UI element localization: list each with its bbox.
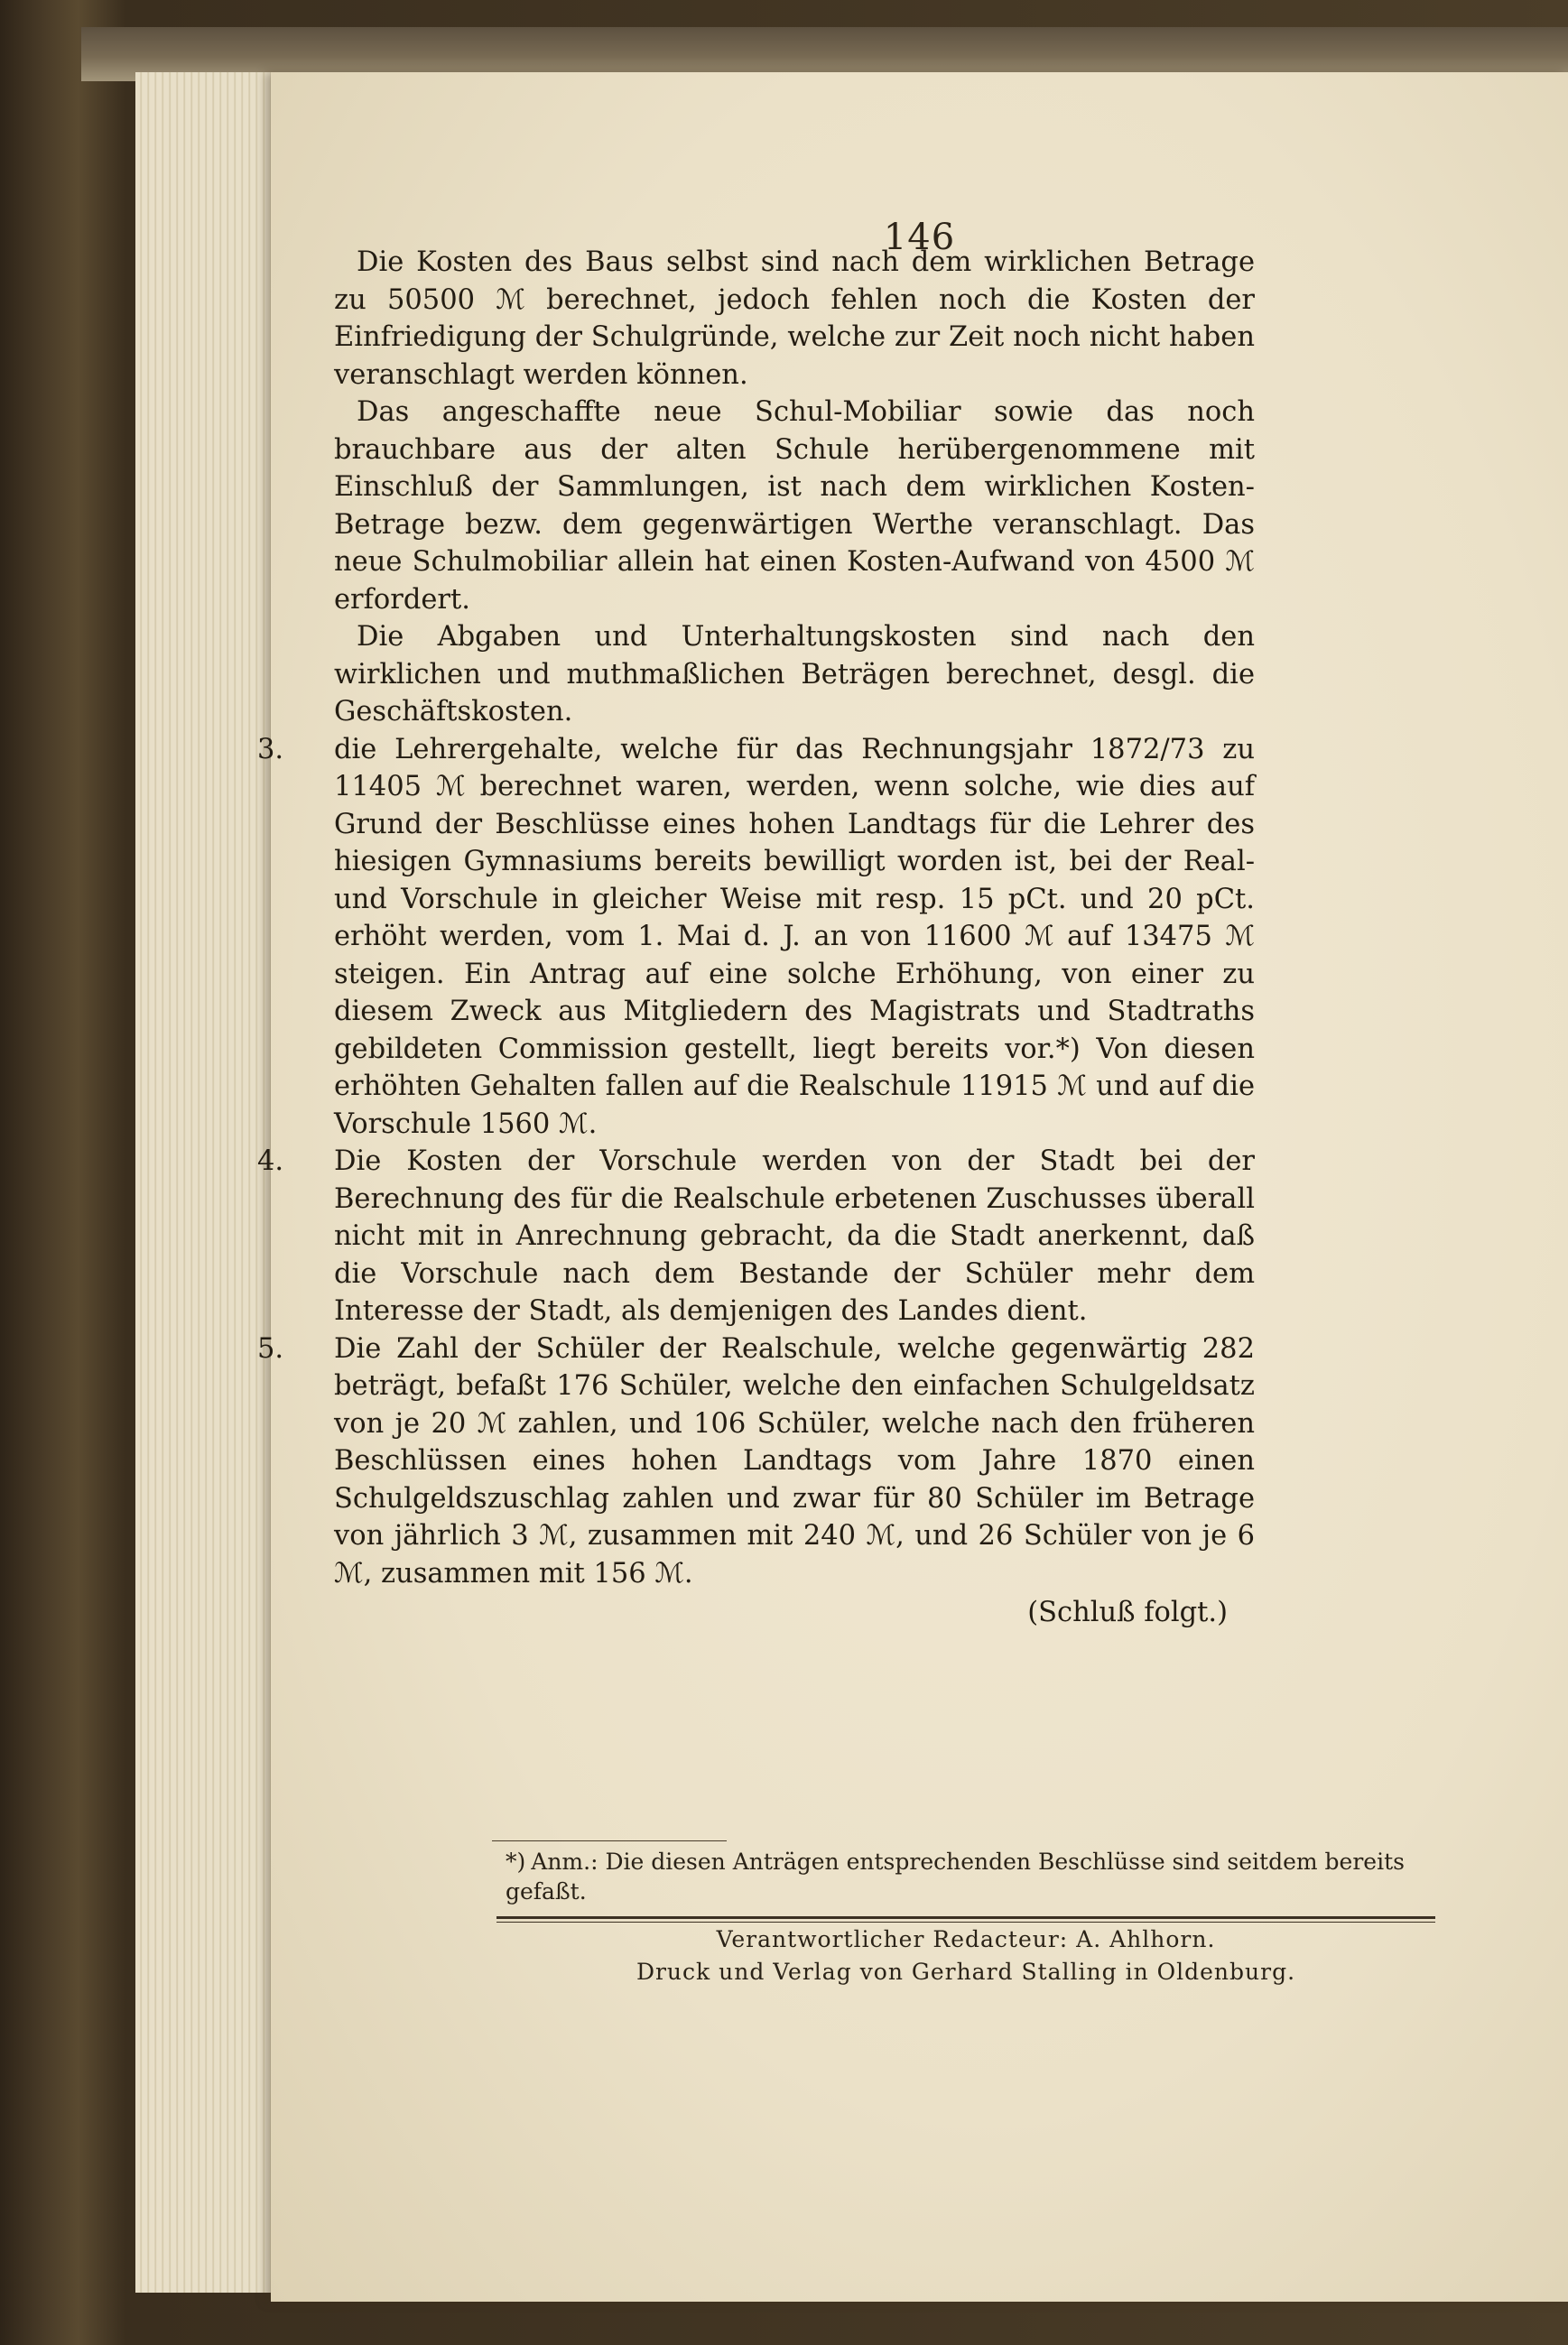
page-number: 146 [883, 217, 956, 258]
item-text: die Lehrergehalte, welche für das Rechnungsjahr 1872/73 zu 11405 ℳ berechnet waren, werden, wenn solche, wie dies auf Grund der Beschlüsse eines hohen Landtags für die Lehrer des hiesigen Gymnasiums bereits bewilligt worden ist, bei der Real- und Vorschule in gleicher Weise mit resp. 15 pCt. und 20 pCt. erhöht werden, vom 1. Mai d. J. an von 11600 ℳ auf 13475 ℳ steigen. Ein Antrag auf eine solche Erhöhung, von einer zu diesem Zweck aus Mitgliedern des Magistrats und Stadtraths gebildeten Commission gestellt, liegt bereits vor.*) Von diesen erhöhten Gehalten fallen auf die Realschule 11915 ℳ und auf die Vorschule 1560 ℳ. [334, 733, 1255, 1140]
page-stack-edges [135, 72, 280, 2293]
item-number: 3. [257, 733, 284, 765]
footnote [506, 1847, 1453, 1906]
paragraph: Die Abgaben und Unterhaltungskosten sind nach den wirklichen und muthmaßlichen Beträgen berechnet, desgl. die Geschäftskosten. [334, 621, 1255, 728]
responsible-editor: Verantwortlicher Redacteur: A. Ahlhorn. [716, 1926, 1216, 1952]
footnote-mark: *) [506, 1849, 526, 1875]
item-number: 5. [257, 1332, 284, 1365]
printer-publisher: Druck und Verlag von Gerhard Stalling in Oldenburg. [636, 1959, 1296, 1985]
paragraph: Das angeschaffte neue Schul-Mobiliar sowie das noch brauchbare aus der alten Schule herübergenommene mit Einschluß der Sammlungen, ist nach dem wirklichen Kosten-Betrage bezw. dem gegenwärtigen Werthe veranschlagt. Das neue Schulmobiliar allein hat einen Kosten-Aufwand von 4500 ℳ erfordert. [334, 396, 1255, 616]
numbered-item-4 [257, 1143, 1255, 1330]
imprint-divider-thick [496, 1916, 1435, 1919]
page-body [257, 244, 1255, 1632]
item-number: 4. [257, 1145, 284, 1177]
item-text: Die Kosten der Vorschule werden von der Stadt bei der Berechnung des für die Realschule erbetenen Zuschusses überall nicht mit in Anrechnung gebracht, da die Stadt anerkennt, daß die Vorschule nach dem Bestande der Schüler mehr dem Interesse der Stadt, als demjenigen des Landes dient. [334, 1145, 1255, 1327]
footnote-divider [492, 1840, 727, 1841]
item-text: Die Zahl der Schüler der Realschule, welche gegenwärtig 282 beträgt, befaßt 176 Schüler, welche den einfachen Schulgeldsatz von je 20 ℳ zahlen, und 106 Schüler, welche nach den früheren Beschlüssen eines hohen Landtags vom Jahre 1870 einen Schulgeldszuschlag zahlen und zwar für 80 Schüler im Betrage von jährlich 3 ℳ, zusammen mit 240 ℳ, und 26 Schüler von je 6 ℳ, zusammen mit 156 ℳ. [334, 1332, 1255, 1590]
footnote-text: Anm.: Die diesen Anträgen entsprechenden Beschlüsse sind seitdem bereits gefaßt. [506, 1849, 1405, 1905]
imprint-divider-thin [496, 1922, 1435, 1923]
numbered-item-5 [257, 1330, 1255, 1593]
numbered-item-3 [257, 731, 1255, 1144]
to-be-continued: (Schluß folgt.) [1027, 1597, 1228, 1628]
intro-paragraphs [334, 244, 1255, 731]
paragraph: Die Kosten des Baus selbst sind nach dem wirklichen Betrage zu 50500 ℳ berechnet, jedoch fehlen noch die Kosten der Einfriedigung der Schulgründe, welche zur Zeit noch nicht haben veranschlagt werden können. [334, 246, 1255, 391]
